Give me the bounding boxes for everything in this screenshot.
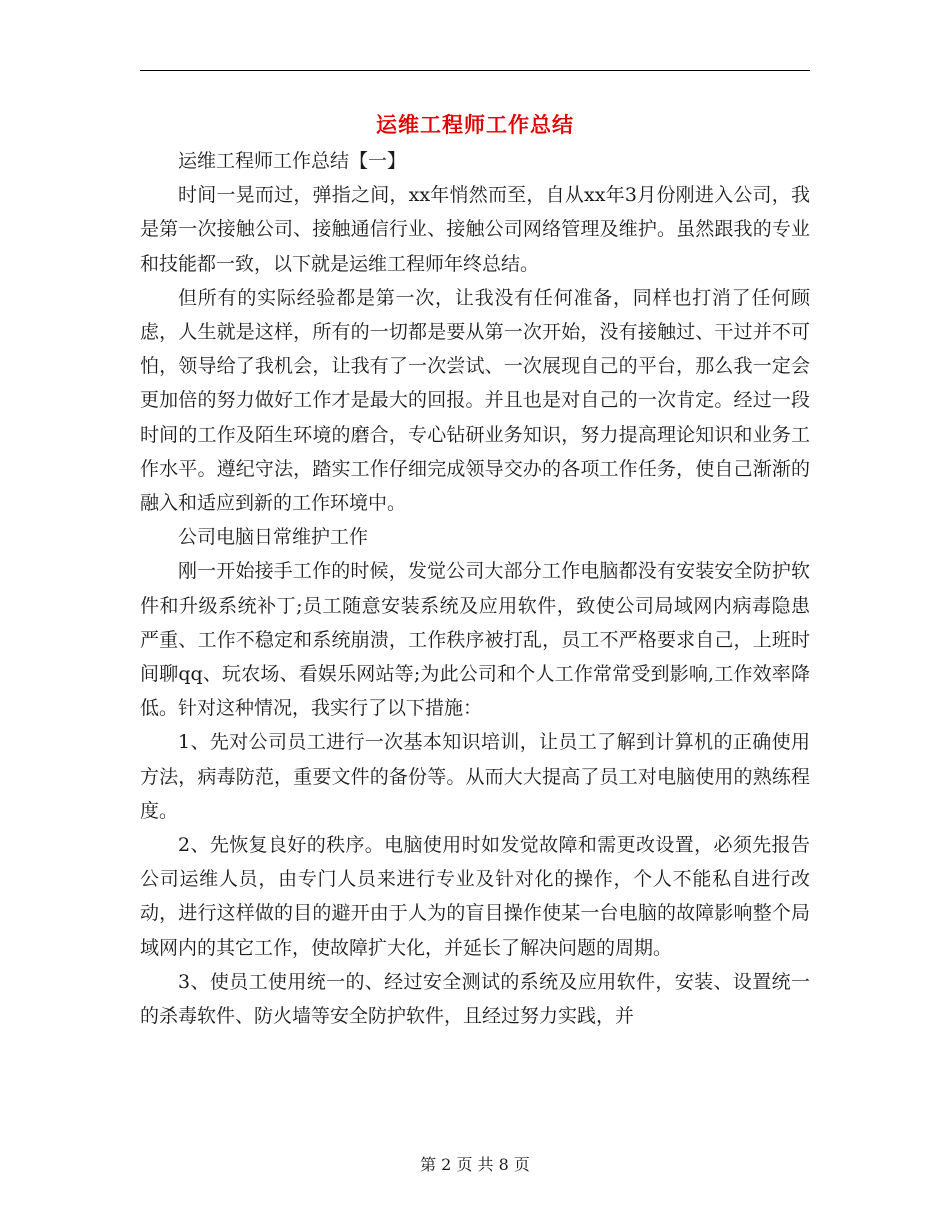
paragraph-situation: 刚一开始接手工作的时候，发觉公司大部分工作电脑都没有安装安全防护软件和升级系统补丁;员工随意安装系统及应用软件，致使公司局域网内病毒隐患严重、工作不稳定和系统崩溃，工作秩序被打乱，员工不严格要求自己，上班时间聊qq、玩农场、看娱乐网站等;为此公司和个人工作常常受到影响,工作效率降低。针对这种情况，我实行了以下措施： [140,560,810,720]
document-body [140,144,810,1033]
list-item-2: 2、先恢复良好的秩序。电脑使用时如发觉故障和需更改设置，必须先报告公司运维人员，由专门人员来进行专业及针对化的操作，个人不能私自进行改动，进行这样做的目的避开由于人为的盲目操作使某一台电脑的故障影响整个局域网内的其它工作，使故障扩大化，并延长了解决问题的周期。 [140,834,810,959]
paragraph-experience: 但所有的实际经验都是第一次，让我没有任何准备，同样也打消了任何顾虑，人生就是这样，所有的一切都是要从第一次开始，没有接触过、干过并不可怕，领导给了我机会，让我有了一次尝试、一次展现自己的平台，那么我一定会更加倍的努力做好工作才是最大的回报。并且也是对自己的一次肯定。经过一段时间的工作及陌生环境的磨合，专心钻研业务知识，努力提高理论知识和业务工作水平。遵纪守法，踏实工作仔细完成领导交办的各项工作任务，使自己渐渐的融入和适应到新的工作环境中。 [140,286,810,515]
list-item-1: 1、先对公司员工进行一次基本知识培训，让员工了解到计算机的正确使用方法，病毒防范，重要文件的备份等。从而大大提高了员工对电脑使用的熟练程度。 [140,731,810,822]
document-title: 运维工程师工作总结 [376,112,574,137]
paragraph-intro: 时间一晃而过，弹指之间，xx年悄然而至，自从xx年3月份刚进入公司，我是第一次接触公司、接触通信行业、接触公司网络管理及维护。虽然跟我的专业和技能都一致，以下就是运维工程师年终总结。 [140,184,810,275]
header-rule [140,70,810,71]
page-number-footer: 第 2 页 共 8 页 [420,1155,530,1174]
section-heading-1: 运维工程师工作总结【一】 [178,150,407,172]
section-heading-maintenance: 公司电脑日常维护工作 [178,526,369,549]
list-item-3: 3、使员工使用统一的、经过安全测试的系统及应用软件，安装、设置统一的杀毒软件、防火墙等安全防护软件，且经过努力实践，并 [140,970,810,1028]
